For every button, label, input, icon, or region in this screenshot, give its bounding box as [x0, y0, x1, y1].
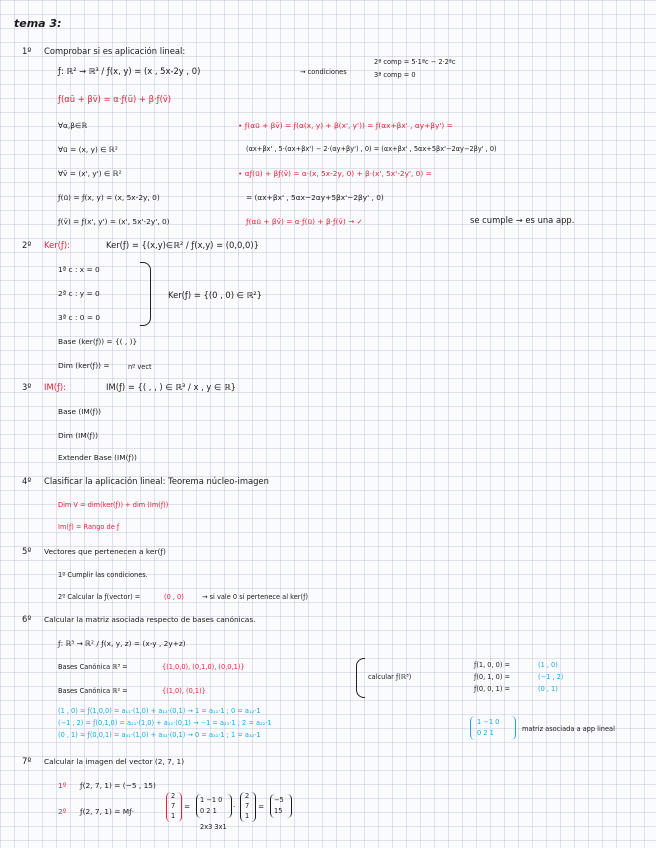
image-e3-label: ƒ(0, 0, 1) =: [474, 685, 511, 693]
kernel-condition-3: 3ª c : 0 = 0: [58, 313, 101, 322]
coordinate-equation-1: (1 , 0) = ƒ(1,0,0) = a₁₁·(1,0) + a₁₂·(0,1) → 1 = a₁₁·1 ; 0 = a₁₂·1: [58, 707, 261, 715]
left-side-result: (αx+βx' , 5·(αx+βx') − 2·(αy+βy') , 0) = (αx+βx' , 5αx+5βx'−2αy−2βy' , 0): [246, 145, 497, 153]
linearity-conclusion: ƒ(αū + βv̄) = α·ƒ(ū) + β·ƒ(v̄) → ✓: [246, 217, 363, 226]
section-5-heading: Vectores que pertenecen a ker(ƒ): [44, 547, 166, 556]
column-vector-3: 1: [245, 812, 250, 820]
section-1-number: 1º: [22, 46, 32, 56]
image-e2-value: (−1 , 2): [538, 673, 564, 681]
calc-brace: [356, 658, 365, 698]
kernel-condition-1: 1ª c : x = 0: [58, 265, 100, 274]
section-3-number: 3º: [22, 382, 32, 392]
section-2-number: 2º: [22, 240, 32, 250]
image-definition: IM(ƒ) = {( , , ) ∈ ℝ³ / x , y ∈ ℝ}: [106, 382, 236, 392]
canonical-base-r3-label: Bases Canónica ℝ³ =: [58, 663, 128, 671]
linearity-conclusion-note: se cumple → es una app.: [470, 215, 575, 225]
multiply-dot: ·: [233, 802, 236, 811]
kernel-dimension: Dim (ker(ƒ)) =: [58, 361, 110, 370]
section-7-number: 7º: [22, 756, 32, 766]
map-definition: ƒ: ℝ³ → ℝ² / ƒ(x, y, z) = (x-y , 2y+z): [58, 639, 186, 648]
canonical-base-r2: {(1,0), (0,1)}: [162, 687, 206, 695]
section-6-number: 6º: [22, 614, 32, 624]
quantifier-u: ∀ū = (x, y) ∈ ℝ²: [58, 145, 118, 154]
image-rank-note: Im(ƒ) = Rango de ƒ: [58, 523, 120, 531]
section-4-number: 4º: [22, 476, 32, 486]
equals-1: =: [184, 802, 191, 811]
matrix-label: matriz asociada a app lineal: [522, 725, 615, 733]
result-vector-1: −5: [274, 796, 284, 804]
kernel-condition-2: 2ª c : y = 0: [58, 289, 100, 298]
section-2-heading: Ker(ƒ):: [44, 240, 70, 250]
image-e3-value: (0 , 1): [538, 685, 558, 693]
image-extend-base: Extender Base (IM(ƒ)): [58, 453, 137, 462]
image-of-v: ƒ(v̄) = ƒ(x', y') = (x', 5x'-2y', 0): [58, 217, 170, 226]
kernel-step-1: 1º Cumplir las condiciones.: [58, 571, 148, 579]
method-2-label: 2º: [58, 807, 67, 816]
image-base: Base (IM(ƒ)): [58, 407, 102, 416]
section-1-heading: Comprobar si es aplicación lineal:: [44, 46, 186, 56]
page-title: tema 3:: [14, 17, 62, 30]
right-side-result: = (αx+βx' , 5αx−2αy+5βx'−2βy' , 0): [246, 193, 384, 202]
kernel-brace: [140, 262, 151, 326]
column-vector-1: 2: [245, 792, 250, 800]
method-1-label: 1º: [58, 781, 67, 790]
image-e1-value: (1 , 0): [538, 661, 558, 669]
section-7-heading: Calcular la imagen del vector (2, 7, 1): [44, 757, 185, 766]
kernel-step-2-note: → si vale 0 si pertenece al ker(ƒ): [202, 593, 308, 601]
kernel-step-2-zero: (0 , 0): [164, 593, 184, 601]
calculate-images-label: calcular ƒ(ℝ³): [368, 673, 412, 681]
dimension-note: 2x3 3x1: [200, 823, 227, 831]
rank-nullity-formula: Dim V = dim(ker(ƒ)) + dim (Im(ƒ)): [58, 501, 169, 509]
column-vector-2: 7: [245, 802, 250, 810]
canonical-base-r3: {(1,0,0), (0,1,0), (0,0,1)}: [162, 663, 245, 671]
equals-2: =: [258, 802, 265, 811]
section-1-definition: ƒ: ℝ² → ℝ³ / ƒ(x, y) = (x , 5x-2y , 0): [58, 66, 201, 76]
section-4-heading: Clasificar la aplicación lineal: Teorema núcleo-imagen: [44, 476, 269, 486]
right-side-expansion: • αƒ(ū) + βƒ(v̄) = α·(x, 5x-2y, 0) + β·(x', 5x'-2y', 0) =: [238, 169, 432, 178]
section-3-heading: IM(ƒ):: [44, 382, 67, 392]
kernel-base: Base (ker(ƒ)) = {( , )}: [58, 337, 138, 346]
coordinate-equation-2: (−1 , 2) = ƒ(0,1,0) = a₂₁·(1,0) + a₂₂·(0,1) → −1 = a₂₁·1 ; 2 = a₂₂·1: [58, 719, 272, 727]
input-vector-3: 1: [171, 812, 176, 820]
product-matrix-row-2: 0 2 1: [200, 807, 217, 815]
matrix-row-1: 1 −1 0: [477, 718, 500, 726]
kernel-definition: Ker(ƒ) = {(x,y)∈ℝ² / ƒ(x,y) = (0,0,0)}: [106, 240, 259, 250]
coordinate-equation-3: (0 , 1) = ƒ(0,0,1) = a₃₁·(1,0) + a₃₂·(0,1) → 0 = a₃₁·1 ; 1 = a₃₂·1: [58, 731, 261, 739]
kernel-dimension-note: nº vect: [128, 363, 152, 371]
result-vector-2: 15: [274, 807, 283, 815]
canonical-base-r2-label: Bases Canónica ℝ² =: [58, 687, 128, 695]
quantifier-scalars: ∀α,β∈ℝ: [58, 121, 88, 130]
method-1-result: ƒ(2, 7, 1) = (−5 , 15): [80, 781, 156, 790]
condition-bottom: 3ª comp = 0: [374, 71, 416, 79]
kernel-step-2: 2º Calcular la ƒ(vector) =: [58, 593, 141, 601]
input-vector-1: 2: [171, 792, 176, 800]
quantifier-v: ∀v̄ = (x', y') ∈ ℝ²: [58, 169, 122, 178]
linearity-goal: ƒ(αū + βv̄) = α·ƒ(ū) + β·ƒ(v̄): [58, 94, 172, 104]
matrix-row-2: 0 2 1: [477, 729, 494, 737]
image-e1-label: ƒ(1, 0, 0) =: [474, 661, 511, 669]
section-6-heading: Calcular la matriz asociada respecto de bases canónicas.: [44, 615, 256, 624]
condition-top: 2ª comp = 5·1ªc − 2·2ªc: [374, 58, 456, 66]
method-2-expression: ƒ(2, 7, 1) = Mƒ·: [80, 807, 135, 816]
kernel-result: Ker(ƒ) = {(0 , 0) ∈ ℝ²}: [168, 290, 262, 300]
image-e2-label: ƒ(0, 1, 0) =: [474, 673, 511, 681]
section-5-number: 5º: [22, 546, 32, 556]
product-matrix-row-1: 1 −1 0: [200, 796, 223, 804]
left-side-expansion: • ƒ(αū + βv̄) = ƒ(α(x, y) + β(x', y')) = ƒ(αx+βx' , αy+βy') =: [238, 121, 453, 130]
image-dimension: Dim (IM(ƒ)): [58, 431, 98, 440]
image-of-u: ƒ(ū) = ƒ(x, y) = (x, 5x-2y, 0): [58, 193, 160, 202]
conditions-arrow-label: → condiciones: [300, 68, 347, 76]
input-vector-2: 7: [171, 802, 176, 810]
